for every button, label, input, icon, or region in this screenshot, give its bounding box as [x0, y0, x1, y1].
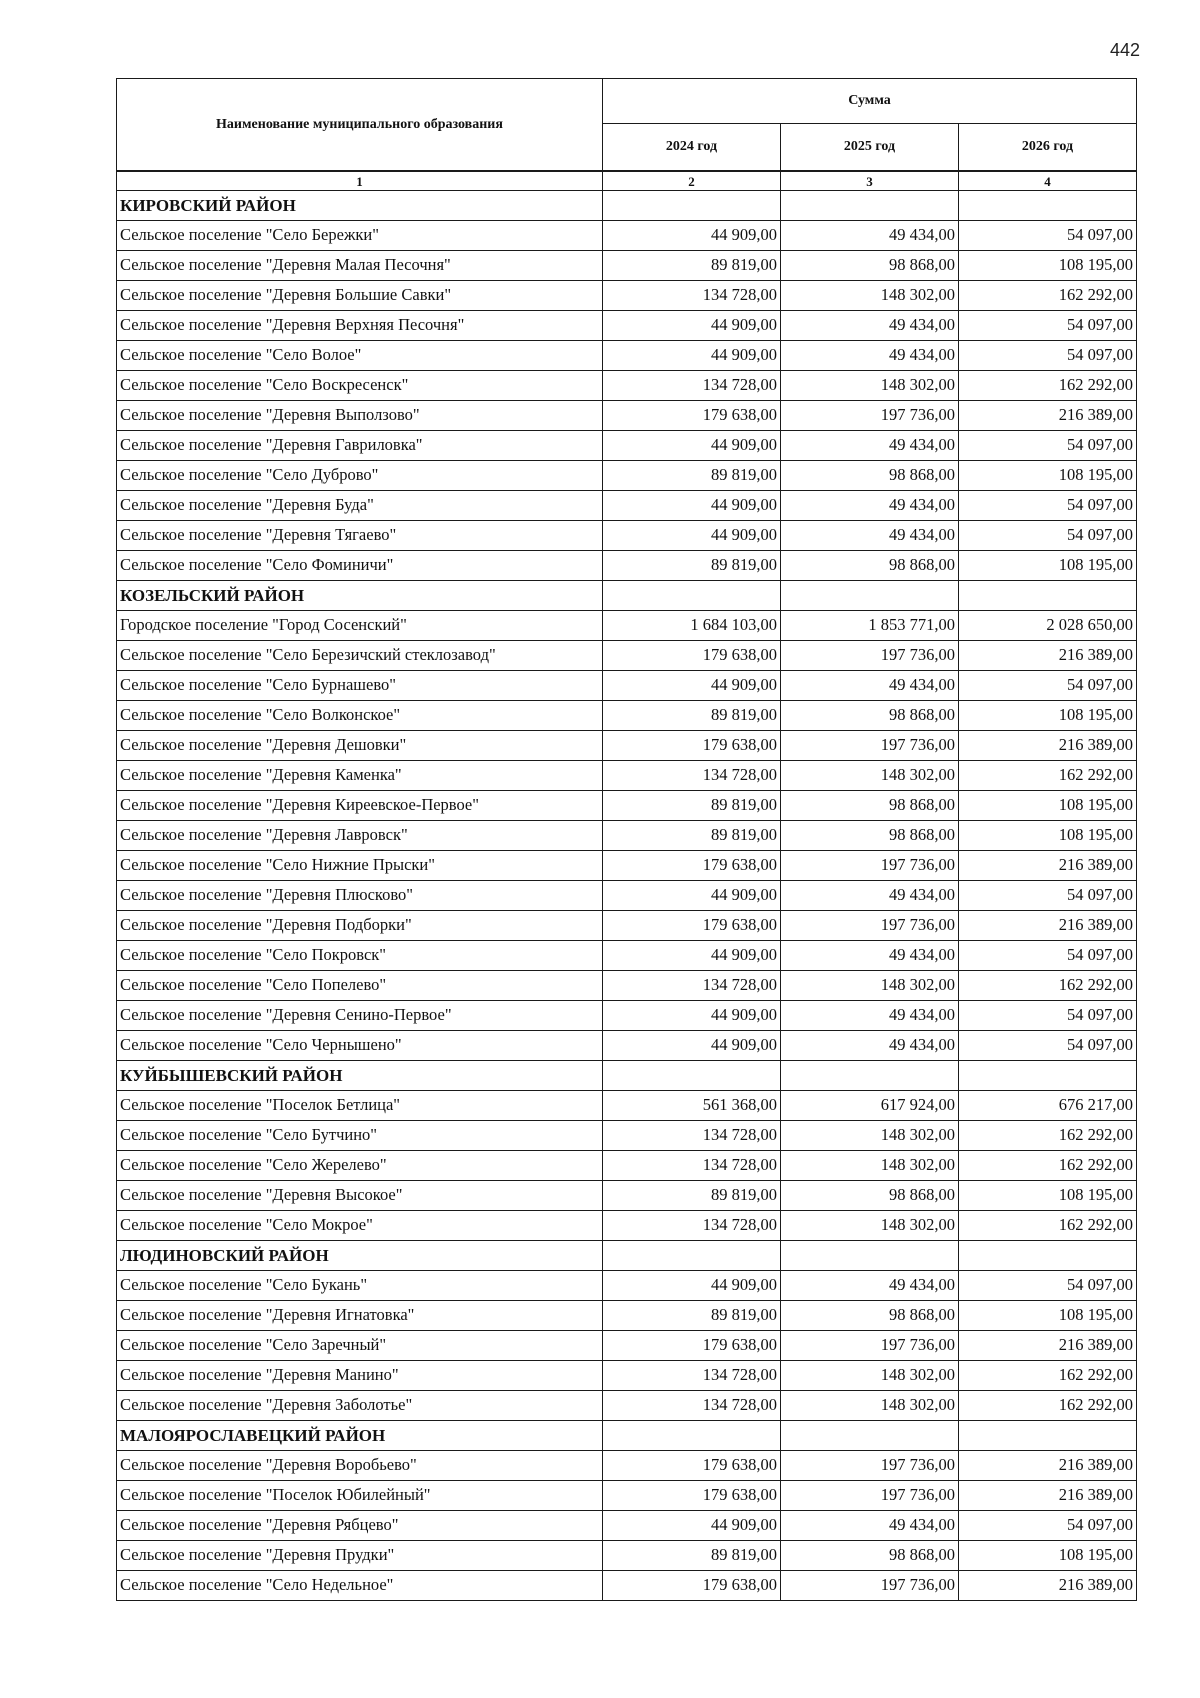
amount-2024: 134 728,00 [603, 1211, 781, 1241]
amount-2024: 44 909,00 [603, 881, 781, 911]
municipality-name: Городское поселение "Город Сосенский" [117, 611, 603, 641]
amount-2026: 108 195,00 [959, 821, 1137, 851]
header-municipality: Наименование муниципального образования [117, 79, 603, 172]
table-row [117, 1391, 1137, 1421]
district-name: МАЛОЯРОСЛАВЕЦКИЙ РАЙОН [117, 1421, 603, 1451]
amount-2024: 44 909,00 [603, 491, 781, 521]
table-row [117, 1091, 1137, 1121]
amount-2025: 49 434,00 [781, 341, 959, 371]
amount-2025: 49 434,00 [781, 1031, 959, 1061]
amount-2024 [603, 191, 781, 221]
amount-2025 [781, 1061, 959, 1091]
amount-2025 [781, 191, 959, 221]
municipality-name: Сельское поселение "Деревня Дешовки" [117, 731, 603, 761]
table-row [117, 1001, 1137, 1031]
municipality-name: Сельское поселение "Село Воскресенск" [117, 371, 603, 401]
amount-2024: 134 728,00 [603, 371, 781, 401]
amount-2024: 134 728,00 [603, 761, 781, 791]
amount-2025: 148 302,00 [781, 1151, 959, 1181]
amount-2024: 89 819,00 [603, 461, 781, 491]
amount-2026: 162 292,00 [959, 281, 1137, 311]
table-row [117, 1211, 1137, 1241]
amount-2024: 134 728,00 [603, 1151, 781, 1181]
header-year-2024: 2024 год [603, 124, 781, 172]
table-row [117, 311, 1137, 341]
municipality-name: Сельское поселение "Село Дуброво" [117, 461, 603, 491]
amount-2024: 89 819,00 [603, 821, 781, 851]
municipality-name: Сельское поселение "Поселок Юбилейный" [117, 1481, 603, 1511]
table-row [117, 1361, 1137, 1391]
municipality-name: Сельское поселение "Деревня Плюсково" [117, 881, 603, 911]
budget-table [116, 78, 1137, 1601]
district-row [117, 581, 1137, 611]
amount-2026: 108 195,00 [959, 461, 1137, 491]
municipality-name: Сельское поселение "Село Жерелево" [117, 1151, 603, 1181]
amount-2026: 54 097,00 [959, 1031, 1137, 1061]
municipality-name: Сельское поселение "Деревня Высокое" [117, 1181, 603, 1211]
municipality-name: Сельское поселение "Село Фоминичи" [117, 551, 603, 581]
municipality-name: Сельское поселение "Село Заречный" [117, 1331, 603, 1361]
amount-2026: 162 292,00 [959, 1121, 1137, 1151]
amount-2026: 54 097,00 [959, 1001, 1137, 1031]
amount-2024: 44 909,00 [603, 1271, 781, 1301]
table-row [117, 1181, 1137, 1211]
municipality-name: Сельское поселение "Деревня Киреевское-Первое" [117, 791, 603, 821]
amount-2025: 148 302,00 [781, 281, 959, 311]
table-row [117, 551, 1137, 581]
amount-2024: 89 819,00 [603, 791, 781, 821]
amount-2025: 148 302,00 [781, 1211, 959, 1241]
amount-2026: 108 195,00 [959, 251, 1137, 281]
amount-2026: 108 195,00 [959, 1181, 1137, 1211]
amount-2025 [781, 1421, 959, 1451]
amount-2025: 197 736,00 [781, 1451, 959, 1481]
amount-2026: 162 292,00 [959, 971, 1137, 1001]
amount-2024: 179 638,00 [603, 731, 781, 761]
municipality-name: Сельское поселение "Деревня Лавровск" [117, 821, 603, 851]
amount-2026: 54 097,00 [959, 1271, 1137, 1301]
municipality-name: Сельское поселение "Деревня Заболотье" [117, 1391, 603, 1421]
amount-2026: 54 097,00 [959, 431, 1137, 461]
amount-2024: 44 909,00 [603, 521, 781, 551]
amount-2024: 561 368,00 [603, 1091, 781, 1121]
amount-2026: 216 389,00 [959, 911, 1137, 941]
amount-2024: 179 638,00 [603, 641, 781, 671]
amount-2026: 162 292,00 [959, 1361, 1137, 1391]
table-row [117, 851, 1137, 881]
municipality-name: Сельское поселение "Деревня Большие Савки" [117, 281, 603, 311]
amount-2024: 44 909,00 [603, 431, 781, 461]
municipality-name: Сельское поселение "Деревня Гавриловка" [117, 431, 603, 461]
amount-2026: 162 292,00 [959, 761, 1137, 791]
municipality-name: Сельское поселение "Село Недельное" [117, 1571, 603, 1601]
table-row [117, 1511, 1137, 1541]
table-row [117, 251, 1137, 281]
amount-2025: 197 736,00 [781, 401, 959, 431]
amount-2026 [959, 1061, 1137, 1091]
municipality-name: Сельское поселение "Деревня Малая Песочня" [117, 251, 603, 281]
district-row [117, 1241, 1137, 1271]
amount-2024: 89 819,00 [603, 701, 781, 731]
amount-2024: 179 638,00 [603, 1481, 781, 1511]
municipality-name: Сельское поселение "Деревня Верхняя Песочня" [117, 311, 603, 341]
amount-2025: 197 736,00 [781, 851, 959, 881]
table-row [117, 431, 1137, 461]
amount-2025: 98 868,00 [781, 1181, 959, 1211]
table-row [117, 461, 1137, 491]
amount-2025: 148 302,00 [781, 371, 959, 401]
amount-2024 [603, 1241, 781, 1271]
amount-2025: 197 736,00 [781, 641, 959, 671]
amount-2026: 2 028 650,00 [959, 611, 1137, 641]
amount-2026: 162 292,00 [959, 1391, 1137, 1421]
amount-2024 [603, 581, 781, 611]
district-name: ЛЮДИНОВСКИЙ РАЙОН [117, 1241, 603, 1271]
amount-2025: 148 302,00 [781, 971, 959, 1001]
column-index: 3 [781, 171, 959, 191]
amount-2025: 49 434,00 [781, 1511, 959, 1541]
amount-2025: 98 868,00 [781, 821, 959, 851]
amount-2026: 54 097,00 [959, 881, 1137, 911]
table-row [117, 221, 1137, 251]
amount-2026: 54 097,00 [959, 671, 1137, 701]
amount-2025: 197 736,00 [781, 731, 959, 761]
page-number: 442 [1110, 40, 1141, 60]
table-row [117, 821, 1137, 851]
amount-2025: 98 868,00 [781, 551, 959, 581]
municipality-name: Сельское поселение "Деревня Тягаево" [117, 521, 603, 551]
amount-2026: 108 195,00 [959, 701, 1137, 731]
header-year-2025: 2025 год [781, 124, 959, 172]
table-row [117, 1301, 1137, 1331]
amount-2026: 216 389,00 [959, 1331, 1137, 1361]
amount-2025: 49 434,00 [781, 881, 959, 911]
municipality-name: Сельское поселение "Село Нижние Прыски" [117, 851, 603, 881]
amount-2026: 108 195,00 [959, 1541, 1137, 1571]
table-row [117, 1451, 1137, 1481]
header-year-2026: 2026 год [959, 124, 1137, 172]
amount-2026: 54 097,00 [959, 1511, 1137, 1541]
municipality-name: Сельское поселение "Село Волое" [117, 341, 603, 371]
column-index: 1 [117, 171, 603, 191]
municipality-name: Сельское поселение "Село Покровск" [117, 941, 603, 971]
amount-2026: 54 097,00 [959, 491, 1137, 521]
amount-2026: 216 389,00 [959, 731, 1137, 761]
table-body [117, 191, 1137, 1601]
municipality-name: Сельское поселение "Село Бурнашево" [117, 671, 603, 701]
municipality-name: Сельское поселение "Село Букань" [117, 1271, 603, 1301]
district-name: КОЗЕЛЬСКИЙ РАЙОН [117, 581, 603, 611]
amount-2025: 49 434,00 [781, 1271, 959, 1301]
amount-2025: 1 853 771,00 [781, 611, 959, 641]
amount-2025: 197 736,00 [781, 1331, 959, 1361]
municipality-name: Сельское поселение "Деревня Манино" [117, 1361, 603, 1391]
municipality-name: Сельское поселение "Село Березичский стеклозавод" [117, 641, 603, 671]
amount-2026: 676 217,00 [959, 1091, 1137, 1121]
district-row [117, 191, 1137, 221]
district-row [117, 1061, 1137, 1091]
amount-2026 [959, 1241, 1137, 1271]
amount-2025: 98 868,00 [781, 1541, 959, 1571]
table-row [117, 761, 1137, 791]
municipality-name: Сельское поселение "Деревня Прудки" [117, 1541, 603, 1571]
amount-2024: 89 819,00 [603, 1301, 781, 1331]
amount-2024: 134 728,00 [603, 1361, 781, 1391]
amount-2024 [603, 1421, 781, 1451]
amount-2026: 54 097,00 [959, 221, 1137, 251]
amount-2024: 44 909,00 [603, 221, 781, 251]
amount-2026 [959, 1421, 1137, 1451]
table-row [117, 911, 1137, 941]
amount-2025: 617 924,00 [781, 1091, 959, 1121]
municipality-name: Сельское поселение "Село Мокрое" [117, 1211, 603, 1241]
table-row [117, 341, 1137, 371]
table-row [117, 401, 1137, 431]
table-row [117, 1151, 1137, 1181]
amount-2026 [959, 581, 1137, 611]
amount-2025: 49 434,00 [781, 1001, 959, 1031]
amount-2024: 134 728,00 [603, 1391, 781, 1421]
amount-2025: 148 302,00 [781, 1391, 959, 1421]
amount-2026: 162 292,00 [959, 1151, 1137, 1181]
amount-2024: 134 728,00 [603, 281, 781, 311]
column-index: 4 [959, 171, 1137, 191]
amount-2024: 179 638,00 [603, 911, 781, 941]
amount-2025: 148 302,00 [781, 1121, 959, 1151]
table-row [117, 791, 1137, 821]
municipality-name: Сельское поселение "Деревня Каменка" [117, 761, 603, 791]
table-row [117, 491, 1137, 521]
municipality-name: Сельское поселение "Деревня Выползово" [117, 401, 603, 431]
amount-2025: 148 302,00 [781, 1361, 959, 1391]
district-row [117, 1421, 1137, 1451]
amount-2024: 89 819,00 [603, 251, 781, 281]
municipality-name: Сельское поселение "Село Бутчино" [117, 1121, 603, 1151]
amount-2026: 216 389,00 [959, 1571, 1137, 1601]
amount-2025: 98 868,00 [781, 791, 959, 821]
amount-2025: 148 302,00 [781, 761, 959, 791]
amount-2026: 54 097,00 [959, 311, 1137, 341]
table-row [117, 731, 1137, 761]
amount-2024: 179 638,00 [603, 1331, 781, 1361]
header-sum: Сумма [603, 79, 1137, 124]
table-row [117, 971, 1137, 1001]
amount-2026: 216 389,00 [959, 401, 1137, 431]
amount-2024: 179 638,00 [603, 1451, 781, 1481]
amount-2026: 108 195,00 [959, 791, 1137, 821]
amount-2025: 49 434,00 [781, 221, 959, 251]
municipality-name: Сельское поселение "Село Волконское" [117, 701, 603, 731]
amount-2025: 49 434,00 [781, 311, 959, 341]
municipality-name: Сельское поселение "Деревня Буда" [117, 491, 603, 521]
amount-2024: 89 819,00 [603, 1181, 781, 1211]
amount-2025: 49 434,00 [781, 671, 959, 701]
amount-2026: 216 389,00 [959, 851, 1137, 881]
amount-2025: 98 868,00 [781, 251, 959, 281]
amount-2025: 197 736,00 [781, 911, 959, 941]
table-row [117, 881, 1137, 911]
amount-2026: 108 195,00 [959, 551, 1137, 581]
amount-2026: 54 097,00 [959, 521, 1137, 551]
table-row [117, 641, 1137, 671]
municipality-name: Сельское поселение "Деревня Сенино-Первое" [117, 1001, 603, 1031]
amount-2024: 44 909,00 [603, 341, 781, 371]
amount-2025: 197 736,00 [781, 1481, 959, 1511]
municipality-name: Сельское поселение "Село Бережки" [117, 221, 603, 251]
amount-2026: 162 292,00 [959, 1211, 1137, 1241]
amount-2024: 179 638,00 [603, 401, 781, 431]
amount-2026: 216 389,00 [959, 1451, 1137, 1481]
amount-2025: 49 434,00 [781, 521, 959, 551]
amount-2025: 49 434,00 [781, 941, 959, 971]
municipality-name: Сельское поселение "Село Чернышено" [117, 1031, 603, 1061]
amount-2025 [781, 1241, 959, 1271]
district-name: КУЙБЫШЕВСКИЙ РАЙОН [117, 1061, 603, 1091]
amount-2025: 98 868,00 [781, 1301, 959, 1331]
table-row [117, 671, 1137, 701]
amount-2024: 179 638,00 [603, 1571, 781, 1601]
municipality-name: Сельское поселение "Поселок Бетлица" [117, 1091, 603, 1121]
table-row [117, 1271, 1137, 1301]
table-row [117, 1481, 1137, 1511]
table-row [117, 1121, 1137, 1151]
municipality-name: Сельское поселение "Деревня Рябцево" [117, 1511, 603, 1541]
amount-2025: 197 736,00 [781, 1571, 959, 1601]
amount-2024: 1 684 103,00 [603, 611, 781, 641]
amount-2025: 49 434,00 [781, 431, 959, 461]
amount-2024: 134 728,00 [603, 1121, 781, 1151]
amount-2026: 162 292,00 [959, 371, 1137, 401]
table-row [117, 521, 1137, 551]
amount-2024 [603, 1061, 781, 1091]
district-name: КИРОВСКИЙ РАЙОН [117, 191, 603, 221]
amount-2026 [959, 191, 1137, 221]
amount-2024: 89 819,00 [603, 551, 781, 581]
amount-2026: 54 097,00 [959, 341, 1137, 371]
amount-2024: 44 909,00 [603, 1001, 781, 1031]
amount-2024: 134 728,00 [603, 971, 781, 1001]
amount-2026: 54 097,00 [959, 941, 1137, 971]
amount-2024: 44 909,00 [603, 671, 781, 701]
amount-2024: 89 819,00 [603, 1541, 781, 1571]
municipality-name: Сельское поселение "Деревня Игнатовка" [117, 1301, 603, 1331]
table-row [117, 281, 1137, 311]
table-row [117, 1031, 1137, 1061]
amount-2026: 216 389,00 [959, 641, 1137, 671]
amount-2025: 98 868,00 [781, 461, 959, 491]
table-row [117, 1331, 1137, 1361]
table-row [117, 701, 1137, 731]
table-row [117, 611, 1137, 641]
amount-2024: 44 909,00 [603, 941, 781, 971]
amount-2026: 216 389,00 [959, 1481, 1137, 1511]
amount-2024: 44 909,00 [603, 1031, 781, 1061]
table-row [117, 371, 1137, 401]
table-row [117, 1541, 1137, 1571]
municipality-name: Сельское поселение "Деревня Воробьево" [117, 1451, 603, 1481]
amount-2025: 98 868,00 [781, 701, 959, 731]
municipality-name: Сельское поселение "Деревня Подборки" [117, 911, 603, 941]
amount-2025: 49 434,00 [781, 491, 959, 521]
table-row [117, 1571, 1137, 1601]
table-row [117, 941, 1137, 971]
municipality-name: Сельское поселение "Село Попелево" [117, 971, 603, 1001]
amount-2026: 108 195,00 [959, 1301, 1137, 1331]
amount-2024: 179 638,00 [603, 851, 781, 881]
amount-2025 [781, 581, 959, 611]
amount-2024: 44 909,00 [603, 311, 781, 341]
amount-2024: 44 909,00 [603, 1511, 781, 1541]
column-index: 2 [603, 171, 781, 191]
